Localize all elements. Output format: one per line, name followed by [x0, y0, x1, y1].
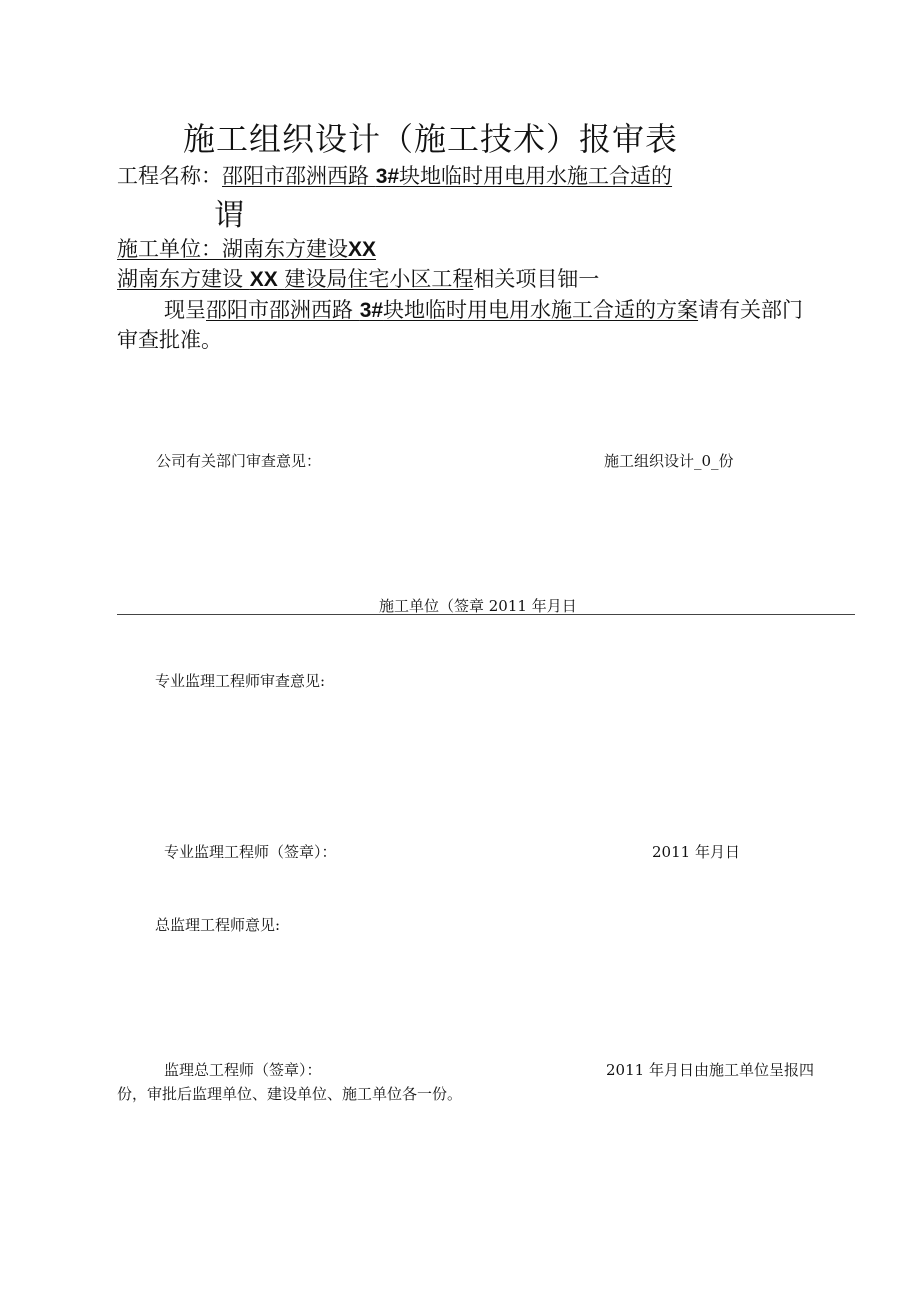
construction-unit-line — [117, 233, 376, 263]
addressee-line — [117, 263, 599, 293]
plan-name-part: 邵阳市邵洲西路 — [206, 298, 353, 322]
chief-date-note: 2011 年月日由施工单位呈报四 — [606, 1061, 814, 1079]
engineer-date: 2011 年月日 — [652, 843, 740, 861]
project-name-line — [117, 160, 672, 190]
addressee-text: 湖南东方建设 — [117, 267, 243, 291]
approval-request-line: 审查批准。 — [117, 328, 222, 352]
engineer-opinion-label: 专业监理工程师审查意见: — [155, 672, 326, 690]
engineer-signature-label: 专业监理工程师（签章）： — [164, 843, 337, 861]
addressee-text: XX — [249, 268, 278, 291]
plan-name-part: 3# — [359, 299, 384, 322]
addressee-text: 建设局住宅小区工程 — [284, 267, 474, 291]
project-label: 工程名称： — [117, 164, 222, 188]
distribution-note: 份，审批后监理单位、建设单位、施工单位各一份。 — [117, 1085, 463, 1103]
unit-name: 湖南东方建设 — [222, 237, 348, 261]
unit-name-suffix: XX — [348, 238, 377, 261]
submission-tail: 请有关部门 — [698, 298, 804, 322]
chief-opinion-label: 总监理工程师意见: — [155, 916, 281, 934]
project-name-part: 块地临时用电用水施工合适的 — [399, 164, 673, 188]
project-name-part: 邵阳市邵洲西路 — [222, 164, 369, 188]
page-title: 施工组织设计（施工技术）报审表 — [183, 120, 679, 158]
plan-name — [206, 298, 698, 322]
project-name — [222, 164, 672, 188]
plan-name-part: 块地临时用电用水施工合适的方案 — [383, 298, 699, 322]
project-name-part: 3# — [375, 165, 400, 188]
section-divider — [117, 614, 855, 615]
project-name-continued: 谓 — [214, 198, 244, 233]
copies-text: 施工组织设计_0_份 — [604, 452, 734, 470]
addressee-suffix: 相关项目钿一 — [473, 267, 600, 291]
company-opinion-label: 公司有关部门审查意见： — [156, 452, 322, 470]
chief-signature-label: 监理总工程师（签章）： — [164, 1061, 322, 1079]
addressee-part — [117, 267, 473, 291]
unit-label: 施工单位： — [117, 237, 222, 261]
unit-signature-line: 施工单位（签章 2011 年月日 — [379, 597, 577, 615]
submission-lead: 现呈 — [164, 298, 206, 322]
submission-line — [164, 294, 803, 324]
